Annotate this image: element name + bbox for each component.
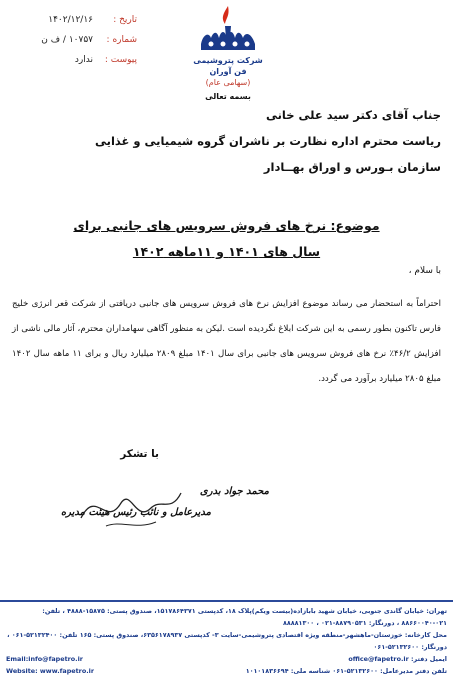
number-row xyxy=(12,30,137,50)
date-row xyxy=(12,10,137,30)
letter-meta xyxy=(12,10,137,70)
footer-office-email: office@fapetro.ir :ایمیل دفتر xyxy=(348,655,447,663)
footer-email: Email:info@fapetro.ir xyxy=(6,655,83,663)
flame-logo-icon xyxy=(197,4,259,54)
thanks-text: با تشکر xyxy=(120,448,159,460)
attachment-value: ندارد xyxy=(74,55,93,65)
attachment-label: پیوست : xyxy=(104,55,137,65)
footer-office-phone: تلفن دفتر مدیرعامل: ۵۲۱۳۲۶۰۰-۰۶۱ شناسه ملی: ۱۰۱۰۱۸۳۶۶۹۴ xyxy=(245,667,447,675)
basmala: بسمه تعالی xyxy=(205,92,251,101)
letter-footer xyxy=(0,600,453,677)
handwritten-signature-icon xyxy=(76,478,186,538)
company-logo xyxy=(193,4,263,103)
company-name: شرکت پتروشیمی فن آوران xyxy=(193,56,263,76)
subject-line-1: موضوع: نرخ های فروش سرویس های جانبی برای xyxy=(73,218,380,233)
recipient-line: جناب آقای دکتر سید علی خانی xyxy=(265,108,441,122)
recipient-line: ریاست محترم اداره نظارت بر ناشران گروه شیمیایی و غذایی xyxy=(95,134,441,148)
number-value: ۱۰۷۵۷ / ف ن xyxy=(41,35,93,45)
recipient-line: سازمان بـورس و اوراق بهــادار xyxy=(263,160,441,174)
footer-factory-address: محل کارخانه: خوزستان-ماهشهر-منطقه ویژه اقتصادی پتروشیمی-سایت ۳- کدپستی ۶۳۵۶۱۷۸۹۳۷، صندوق پستی: ۱۶۵ تلفن: ۵۲۱۳۲۴۰۰-۰۶۱ ، دورنگار: ۵۲۱۳۲۶۰۰-۰۶۱ xyxy=(7,631,447,651)
footer-contacts xyxy=(6,653,447,665)
greeting: با سلام ، xyxy=(408,266,441,276)
date-value: ۱۴۰۲/۱۲/۱۶ xyxy=(48,15,93,25)
body-paragraph: احتراماً به استحضار می رساند موضوع افزایش نرخ های فروش سرویس های جانبی دریافتی از شرکت قعر انرژی خلیج فارس تاکنون بطور رسمی به این شرکت ابلاغ نگردیده است .لیکن به منظور آگاهی سهامداران محترم، آثار مالی ناشی از افزایش ۴۶/۲٪ نرخ های فروش سرویس های جانبی برای سال ۱۴۰۱ مبلغ ۲۸۰۹ میلیارد ریال و برای ۱۱ ماهه سال ۱۴۰۲ مبلغ ۲۸۰۵ میلیارد برآورد می گردد. xyxy=(12,299,441,384)
number-label: شماره : xyxy=(106,35,137,45)
signer-title: مدیرعامل و نائب رئیس هیئت مدیره xyxy=(60,507,211,518)
date-label: تاریخ : xyxy=(113,15,137,25)
footer-website: Website: www.fapetro.ir xyxy=(6,667,94,675)
subject-line-2: سال های ۱۴۰۱ و ۱۱ماهه ۱۴۰۲ xyxy=(132,244,321,259)
footer-contacts-2 xyxy=(6,665,447,677)
attachment-row xyxy=(12,50,137,70)
recipients xyxy=(95,108,441,186)
subject xyxy=(60,213,393,265)
signer-name: محمد جواد بدری xyxy=(199,486,269,497)
footer-tehran-address: تهران: خیابان گاندی جنوبی، خیابان شهید بابازاده(بیست ویکم)پلاک ۱۸، کدپستی ۱۵۱۷۸۶۴۳۷۱، صندوق پستی: ۱۵۸۷۵-۴۸۸۸ ، تلفن: ۰۲۱-۸۸۶۶۰۰۴۰ ، دورنگار: ۸۸۷۹۰۵۳۱-۰۲۱ ، ۸۸۸۸۱۳۰۰ xyxy=(42,607,447,627)
company-type: (سهامی عام) xyxy=(205,78,251,87)
